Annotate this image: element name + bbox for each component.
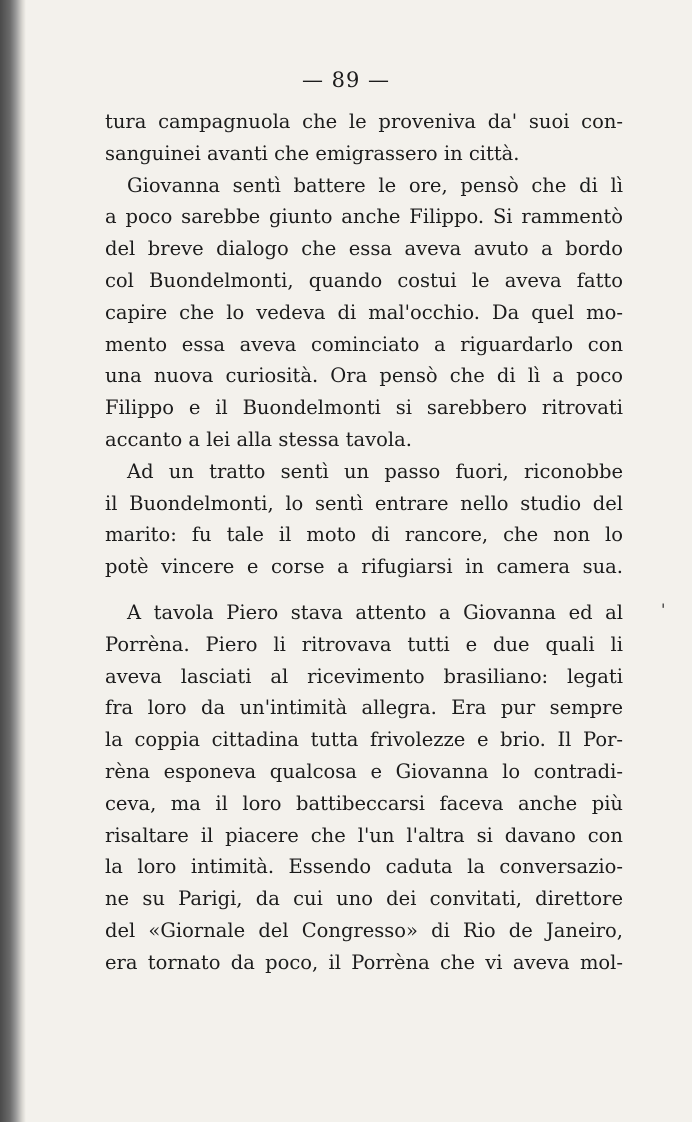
text-line: ceva, ma il loro battibeccarsi faceva anche più: [105, 791, 623, 815]
text-line: mento essa aveva cominciato a riguardarlo con: [105, 332, 623, 356]
text-line: capire che lo vedeva di mal'occhio. Da quel mo-: [105, 300, 623, 324]
text-line: tura campagnuola che le proveniva da' suoi con-: [105, 110, 623, 133]
text-line: potè vincere e corse a rifugiarsi in camera sua.: [105, 555, 623, 579]
text-line: ne su Parigi, da cui uno dei convitati, direttore: [105, 887, 623, 911]
text-line: una nuova curiosità. Ora pensò che di lì a poco: [105, 364, 623, 388]
text-line: Porrèna. Piero li ritrovava tutti e due quali li: [105, 632, 623, 656]
text-line: marito: fu tale il moto di rancore, che non lo: [105, 523, 623, 547]
page-binding-edge: [0, 0, 26, 1122]
text-line: Giovanna sentì battere le ore, pensò che di lì: [127, 173, 623, 197]
text-line: aveva lasciati al ricevimento brasiliano: legati: [105, 664, 623, 688]
text-line: del breve dialogo che essa aveva avuto a bordo: [105, 237, 623, 261]
text-line: Ad un tratto sentì un passo fuori, riconobbe: [127, 459, 623, 483]
paragraph-block-1: [105, 106, 623, 583]
text-line: accanto a lei alla stessa tavola.: [105, 427, 412, 451]
text-line: la loro intimità. Essendo caduta la conversazio-: [105, 855, 623, 879]
paragraph-block-2: [105, 597, 623, 979]
margin-tick-mark: ': [661, 600, 666, 619]
text-line: del «Giornale del Congresso» di Rio de Janeiro,: [105, 918, 623, 942]
page-number: — 89 —: [301, 68, 391, 92]
text-line: la coppia cittadina tutta frivolezze e brio. Il Por-: [105, 728, 623, 752]
text-line: a poco sarebbe giunto anche Filippo. Si rammentò: [105, 205, 623, 229]
text-line: sanguinei avanti che emigrassero in città.: [105, 141, 520, 165]
text-line: risaltare il piacere che l'un l'altra si davano con: [105, 823, 623, 847]
text-line: il Buondelmonti, lo sentì entrare nello studio del: [105, 491, 623, 515]
text-line: rèna esponeva qualcosa e Giovanna lo contradi-: [105, 759, 623, 783]
text-line: era tornato da poco, il Porrèna che vi aveva mol-: [105, 950, 623, 974]
text-line: fra loro da un'intimità allegra. Era pur sempre: [105, 696, 623, 720]
text-line: col Buondelmonti, quando costui le aveva fatto: [105, 268, 623, 292]
text-line: A tavola Piero stava attento a Giovanna ed al: [127, 601, 623, 624]
text-line: Filippo e il Buondelmonti si sarebbero ritrovati: [105, 396, 623, 420]
